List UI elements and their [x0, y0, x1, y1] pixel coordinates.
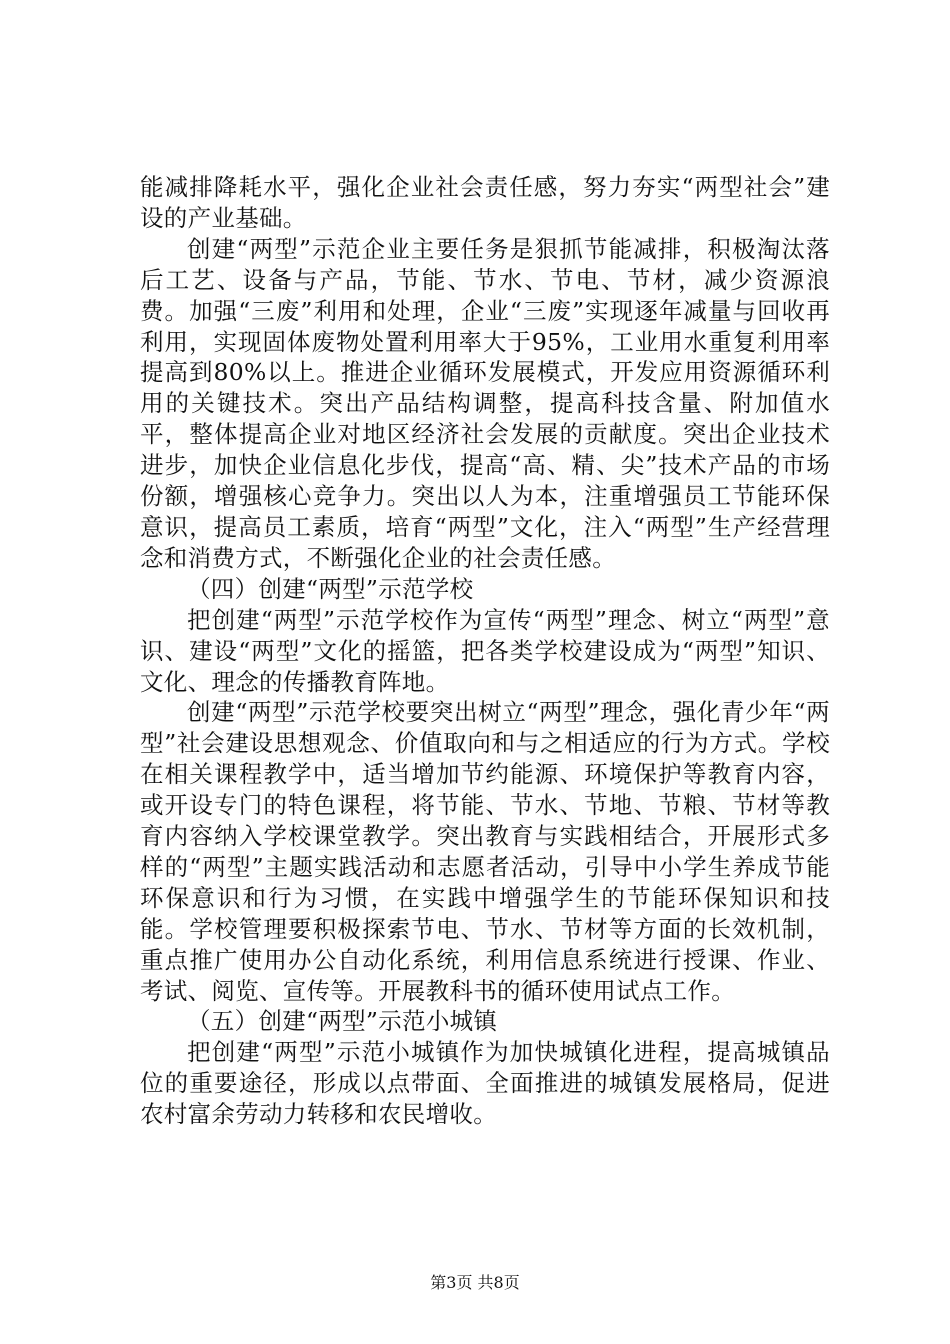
paragraph-continuation: 能减排降耗水平，强化企业社会责任感，努力夯实“两型社会”建设的产业基础。	[140, 173, 830, 232]
document-body	[140, 172, 830, 1130]
paragraph-schools-tasks: 创建“两型”示范学校要突出树立“两型”理念，强化青少年“两型”社会建设思想观念、价值取向和与之相适应的行为方式。学校在相关课程教学中，适当增加节约能源、环境保护等教育内容，或开设专门的特色课程，将节能、节水、节地、节粮、节材等教育内容纳入学校课堂教学。突出教育与实践相结合，开展形式多样的“两型”主题实践活动和志愿者活动，引导中小学生养成节能环保意识和行为习惯，在实践中增强学生的节能环保知识和技能。学校管理要积极探索节电、节水、节材等方面的长效机制，重点推广使用办公自动化系统，利用信息系统进行授课、作业、考试、阅览、宣传等。开展教科书的循环使用试点工作。	[140, 698, 830, 1005]
paragraph-towns-intro: 把创建“两型”示范小城镇作为加快城镇化进程，提高城镇品位的重要途径，形成以点带面、全面推进的城镇发展格局，促进农村富余劳动力转移和农民增收。	[140, 1038, 830, 1129]
section-heading-schools: （四）创建“两型”示范学校	[187, 574, 474, 603]
page-footer: 第3页 共8页	[430, 1273, 520, 1292]
paragraph-schools-intro: 把创建“两型”示范学校作为宣传“两型”理念、树立“两型”意识、建设“两型”文化的摇篮，把各类学校建设成为“两型”知识、文化、理念的传播教育阵地。	[140, 605, 830, 696]
section-heading-towns: （五）创建“两型”示范小城镇	[187, 1007, 498, 1036]
paragraph-enterprise-tasks: 创建“两型”示范企业主要任务是狠抓节能减排，积极淘汰落后工艺、设备与产品，节能、节水、节电、节材，减少资源浪费。加强“三废”利用和处理，企业“三废”实现逐年减量与回收再利用，实现固体废物处置利用率大于95%，工业用水重复利用率提高到80%以上。推进企业循环发展模式，开发应用资源循环利用的关键技术。突出产品结构调整，提高科技含量、附加值水平，整体提高企业对地区经济社会发展的贡献度。突出企业技术进步，加快企业信息化步伐，提高“高、精、尖”技术产品的市场份额，增强核心竞争力。突出以人为本，注重增强员工节能环保意识，提高员工素质，培育“两型”文化，注入“两型”生产经营理念和消费方式，不断强化企业的社会责任感。	[140, 234, 830, 572]
